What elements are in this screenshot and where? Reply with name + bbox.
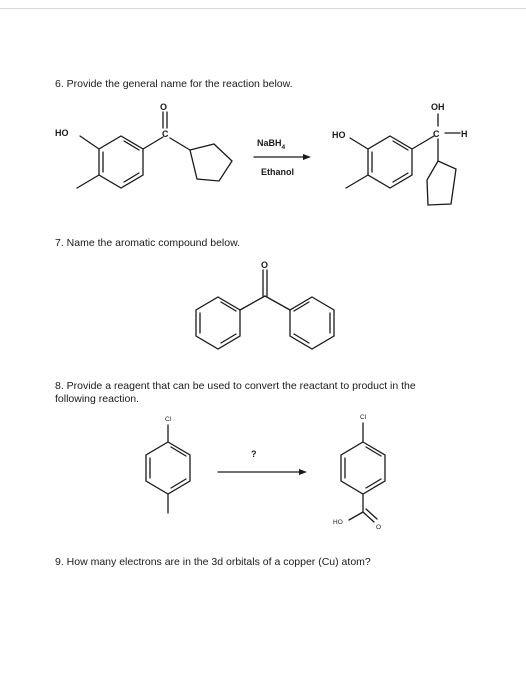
- carbonyl-o-label: O: [261, 260, 269, 270]
- question-6-text: 6. Provide the general name for the reaction below.: [55, 78, 293, 90]
- left-ring-carbonyl-bond: [240, 296, 265, 310]
- reactant-benzene-ring: [99, 136, 143, 188]
- reactant-methyl-bond: [77, 175, 99, 188]
- compound-7-structure: [0, 250, 526, 370]
- reaction-8-arrowhead: [299, 469, 307, 475]
- question-8-text: [55, 380, 475, 406]
- product-c-o-double-bond-b: [366, 509, 377, 519]
- reaction-6-arrowhead: [303, 154, 311, 160]
- reactant-carbonyl-o-label: O: [160, 102, 168, 112]
- right-ring-carbonyl-bond: [265, 296, 290, 310]
- product-cl-label: Cl: [360, 414, 367, 421]
- question-8-line-2: following reaction.: [55, 393, 140, 405]
- question-9-text: 9. How many electrons are in the 3d orbitals of a copper (Cu) atom?: [55, 556, 371, 568]
- product-methyl-bond: [346, 175, 368, 188]
- product-benzene-ring: [341, 442, 385, 494]
- reactant-oh-bond: [80, 136, 99, 149]
- product-ho-label: HO: [332, 130, 346, 140]
- product-oh-label: OH: [431, 102, 445, 112]
- product-benzene-ring: [368, 136, 412, 188]
- question-8-line-1: 8. Provide a reagent that can be used to convert the reactant to product in the: [55, 380, 416, 392]
- reactant-benzene-ring: [146, 442, 190, 494]
- product-c-label: C: [433, 129, 440, 139]
- product-ho-label: HO: [333, 519, 343, 526]
- reagent-nabh4-label: NaBH$_4$: [257, 138, 286, 151]
- product-h-label: H: [461, 129, 468, 139]
- reactant-carbonyl-c-label: C: [162, 129, 169, 139]
- reactant-ho-label: HO: [55, 128, 69, 138]
- product-c-oh-bond: [349, 512, 363, 520]
- reactant-ring-carbonyl-bond: [143, 137, 163, 149]
- product-o-label: O: [376, 524, 382, 531]
- unknown-reagent-label: ?: [251, 449, 257, 459]
- product-cyclopentane-ring: [427, 161, 456, 205]
- question-7-text: 7. Name the aromatic compound below.: [55, 237, 241, 249]
- product-oh-bond: [350, 138, 368, 149]
- right-benzene-ring: [290, 297, 334, 349]
- product-c-o-double-bond-a: [363, 512, 374, 522]
- reactant-carbonyl-cyclopentyl-bond: [170, 138, 190, 150]
- reaction-8-scheme: [0, 405, 526, 545]
- reactant-cl-label: Cl: [165, 416, 172, 423]
- reactant-cyclopentane-ring: [190, 144, 232, 181]
- left-benzene-ring: [196, 297, 240, 349]
- solvent-ethanol-label: Ethanol: [261, 167, 294, 177]
- product-ring-carbinol-bond: [412, 136, 434, 149]
- reaction-6-scheme: [0, 0, 526, 220]
